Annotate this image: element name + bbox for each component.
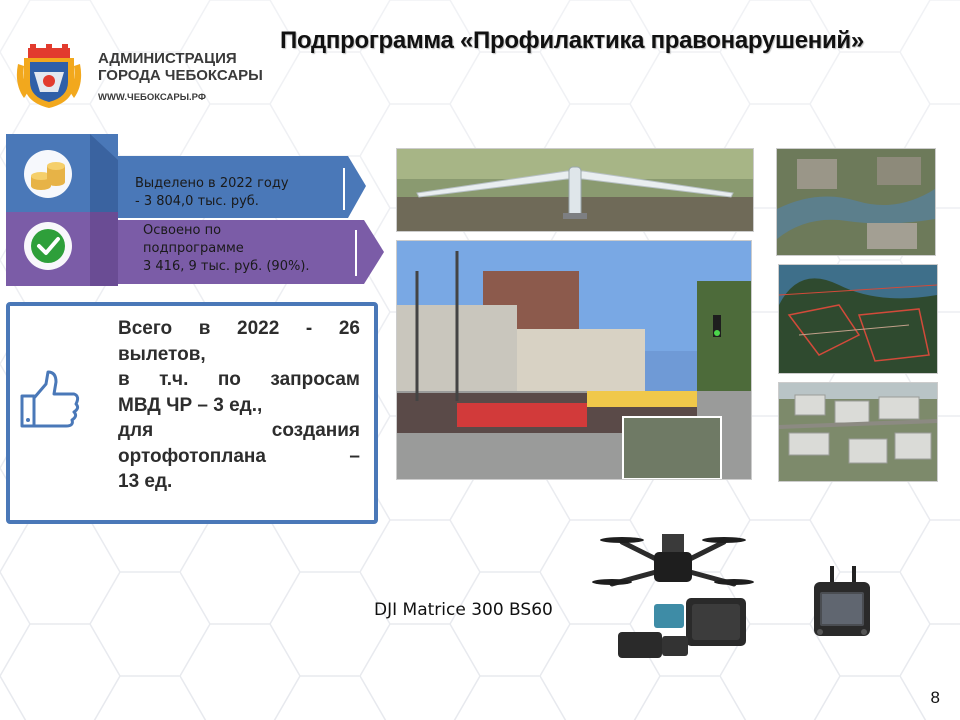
flights-line1: Всего в 2022 - 26 — [118, 318, 360, 339]
flights-line3: в т.ч. по запросам — [118, 369, 360, 390]
org-name-line1: АДМИНИСТРАЦИЯ — [98, 50, 237, 67]
organization-name — [98, 50, 263, 84]
allocated-line2: - 3 804,0 тыс. руб. — [135, 194, 259, 209]
spent-text — [143, 222, 310, 276]
allocated-text — [135, 175, 289, 211]
dji-matrice-drone-image — [592, 528, 754, 662]
spent-line3: 3 416, 9 тыс. руб. (90%). — [143, 259, 310, 274]
orthophoto-map — [778, 264, 938, 374]
flights-line6: ортофотоплана – — [118, 445, 360, 467]
parade-photo — [396, 240, 752, 480]
page-number: 8 — [930, 688, 940, 707]
slide-title: Подпрограмма «Профилактика правонарушений» — [280, 27, 864, 54]
flights-text — [118, 316, 360, 495]
city-coat-of-arms-logo — [16, 44, 82, 110]
flights-line2: вылетов, — [118, 343, 206, 365]
aerial-photo-top — [776, 148, 936, 256]
coins-icon — [24, 150, 72, 198]
thumbs-up-icon — [18, 370, 82, 430]
fixed-wing-drone-photo — [396, 148, 754, 232]
flights-line5: для создания — [118, 420, 360, 441]
residential-aerial-photo — [778, 382, 938, 482]
flights-line7: 13 ед. — [118, 471, 173, 492]
flights-line4: МВД ЧР – 3 ед., — [118, 394, 263, 416]
equipment-caption: DJI Matrice 300 BS60 — [374, 600, 553, 620]
org-name-line2: ГОРОДА ЧЕБОКСАРЫ — [98, 67, 263, 84]
spent-line2: подпрограмме — [143, 241, 244, 256]
allocated-line1: Выделено в 2022 году — [135, 176, 289, 191]
organization-website: WWW.ЧЕБОКСАРЫ.РФ — [98, 92, 206, 103]
spent-line1: Освоено по — [143, 223, 222, 238]
checkmark-icon — [24, 222, 72, 270]
remote-controller-image — [806, 562, 878, 644]
